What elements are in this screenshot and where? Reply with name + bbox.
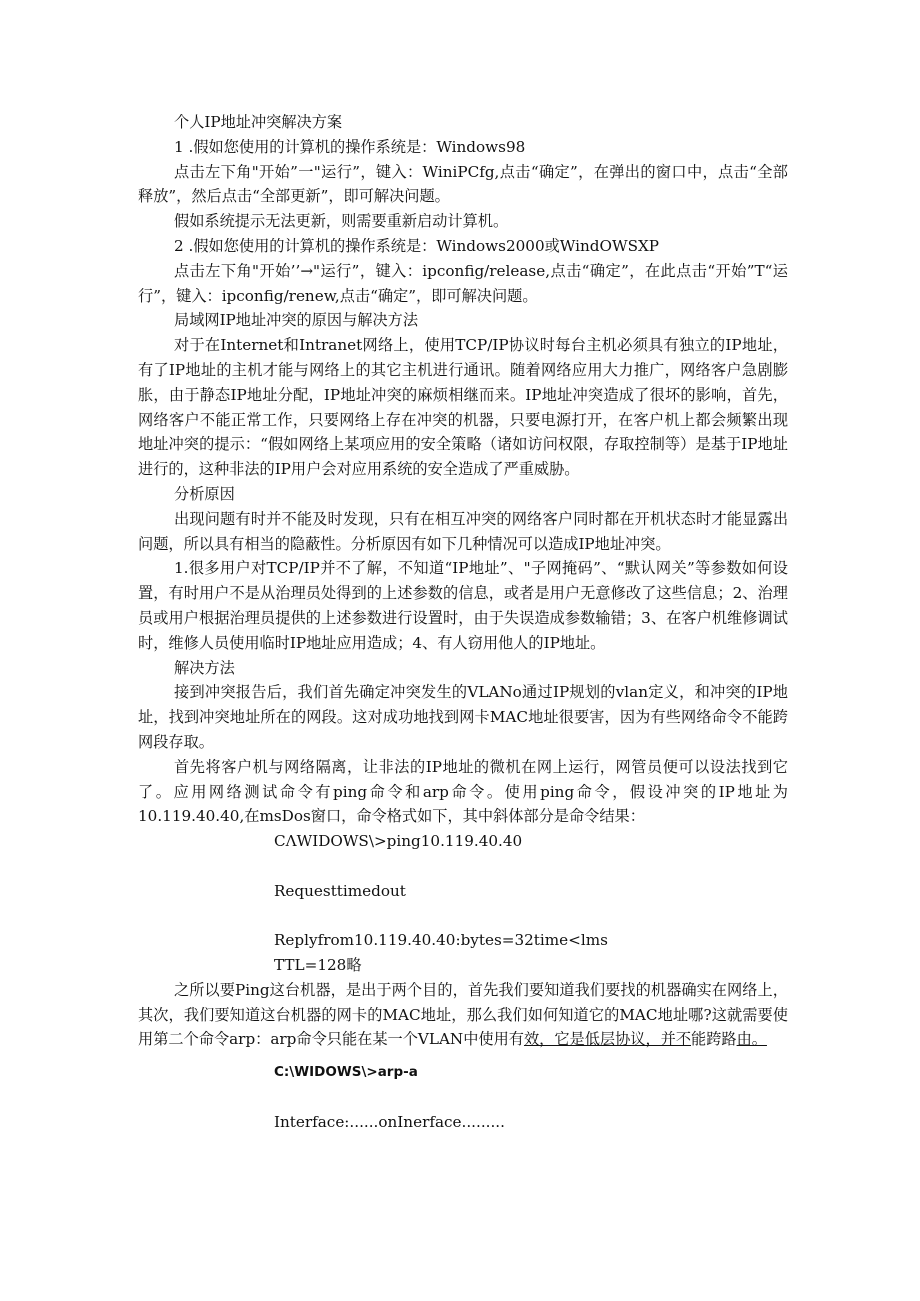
analysis-paragraph: 出现问题有时并不能及时发现，只有在相互冲突的网络客户同时都在开机状态时才能显露出问题，所以具有相当的隐蔽性。分析原因有如下几种情况可以造成IP地址冲突。: [138, 509, 788, 553]
why-ping-paragraph: [138, 978, 788, 1052]
section1-heading: 1 .假如您使用的计算机的操作系统是：Windows98: [174, 137, 526, 156]
analysis-heading: 分析原因: [174, 484, 235, 503]
section1-note: 假如系统提示无法更新，则需要重新启动计算机。: [174, 212, 509, 231]
why-ping-text: 之所以要Ping这台机器，是出于两个目的，首先我们要知道我们要找的机器确实在网络上，其次，我们要知道这台机器的网卡的MAC地址，那么我们如何知道它的MAC地址哪?这就需要使用第二个命令arp：arp命令只能在某一个VLAN中使用有: [138, 980, 788, 1049]
intro-paragraph: 对于在Internet和Intranet网络上，使用TCP/IP协议时每台主机必须具有独立的IP地址，有了IP地址的主机才能与网络上的其它主机进行通讯。随着网络应用大力推广，网络客户急剧膨胀，由于静态IP地址分配，IP地址冲突的麻烦相继而来。IP地址冲突造成了很坏的影响，首先，网络客户不能正常工作，只要网络上存在冲突的机器，只要电源打开，在客户机上都会频繁出现地址冲突的提示：“假如网络上某项应用的安全策略（诸如访问权限，存取控制等）是基于IP地址进行的，这种非法的IP用户会对应用系统的安全造成了严重威胁。: [138, 336, 788, 479]
solution-heading: 解决方法: [174, 658, 235, 677]
doc-title: 个人IP地址冲突解决方案: [174, 113, 343, 131]
ping-result-timeout: Requesttimedout: [274, 881, 406, 900]
why-ping-underline-1: 效，它是低层协议，并不: [523, 1030, 692, 1049]
section1-steps: 点击左下角"开始”一"运行”，键入：WiniPCfg,点击“确定”，在弹出的窗口中，点击“全部释放”，然后点击“全部更新”，即可解决问题。: [138, 162, 788, 206]
section2-heading: 2 .假如您使用的计算机的操作系统是：Windows2000或WindOWSXP: [174, 236, 659, 255]
solution-paragraph: 接到冲突报告后，我们首先确定冲突发生的VLANo通过IP规划的vlan定义，和冲突的IP地址，找到冲突地址所在的网段。这对成功地找到网卡MAC地址很要害，因为有些网络命令不能跨网段存取。: [138, 683, 788, 751]
document-page: [138, 110, 788, 1135]
why-ping-text-mid: 能跨路: [691, 1030, 737, 1049]
causes-paragraph: 1.很多用户对TCP/IP并不了解，不知道“IP地址”、"子网掩码”、“默认网关”等参数如何设置，有时用户不是从治理员处得到的上述参数的信息，或者是用户无意修改了这些信息；2、治理员或用户根据治理员提供的上述参数进行设置时，由于失误造成参数输错；3、在客户机维修调试时，维修人员使用临时IP地址应用造成；4、有人窃用他人的IP地址。: [138, 559, 788, 652]
arp-result-interface: Interface:......onInerface.........: [274, 1112, 505, 1131]
ping-result-ttl: TTL=128略: [274, 956, 362, 975]
arp-command: C:\WIDOWS\>arp-a: [274, 1064, 418, 1081]
ping-command: CΛWIDOWS\>ping10.119.40.40: [274, 832, 523, 851]
ping-result-reply: Replyfrom10.119.40.40:bytes=32time<lms: [274, 931, 608, 950]
isolate-paragraph: 首先将客户机与网络隔离，让非法的IP地址的微机在网上运行，网管员便可以设法找到它了。应用网络测试命令有ping命令和arp命令。使用ping命令，假设冲突的IP地址为10.119.40.40,在msDos窗口，命令格式如下，其中斜体部分是命令结果：: [138, 757, 788, 826]
section2-steps: 点击左下角"开始’’→"运行”，键入：ipconfig/release,点击“确定”，在此点击“开始”T“运行”，键入：ipconfig/renew,点击“确定”，即可解决问题。: [138, 261, 788, 305]
lan-heading: 局域网IP地址冲突的原因与解决方法: [174, 311, 419, 330]
why-ping-underline-2: 由。: [736, 1030, 767, 1049]
